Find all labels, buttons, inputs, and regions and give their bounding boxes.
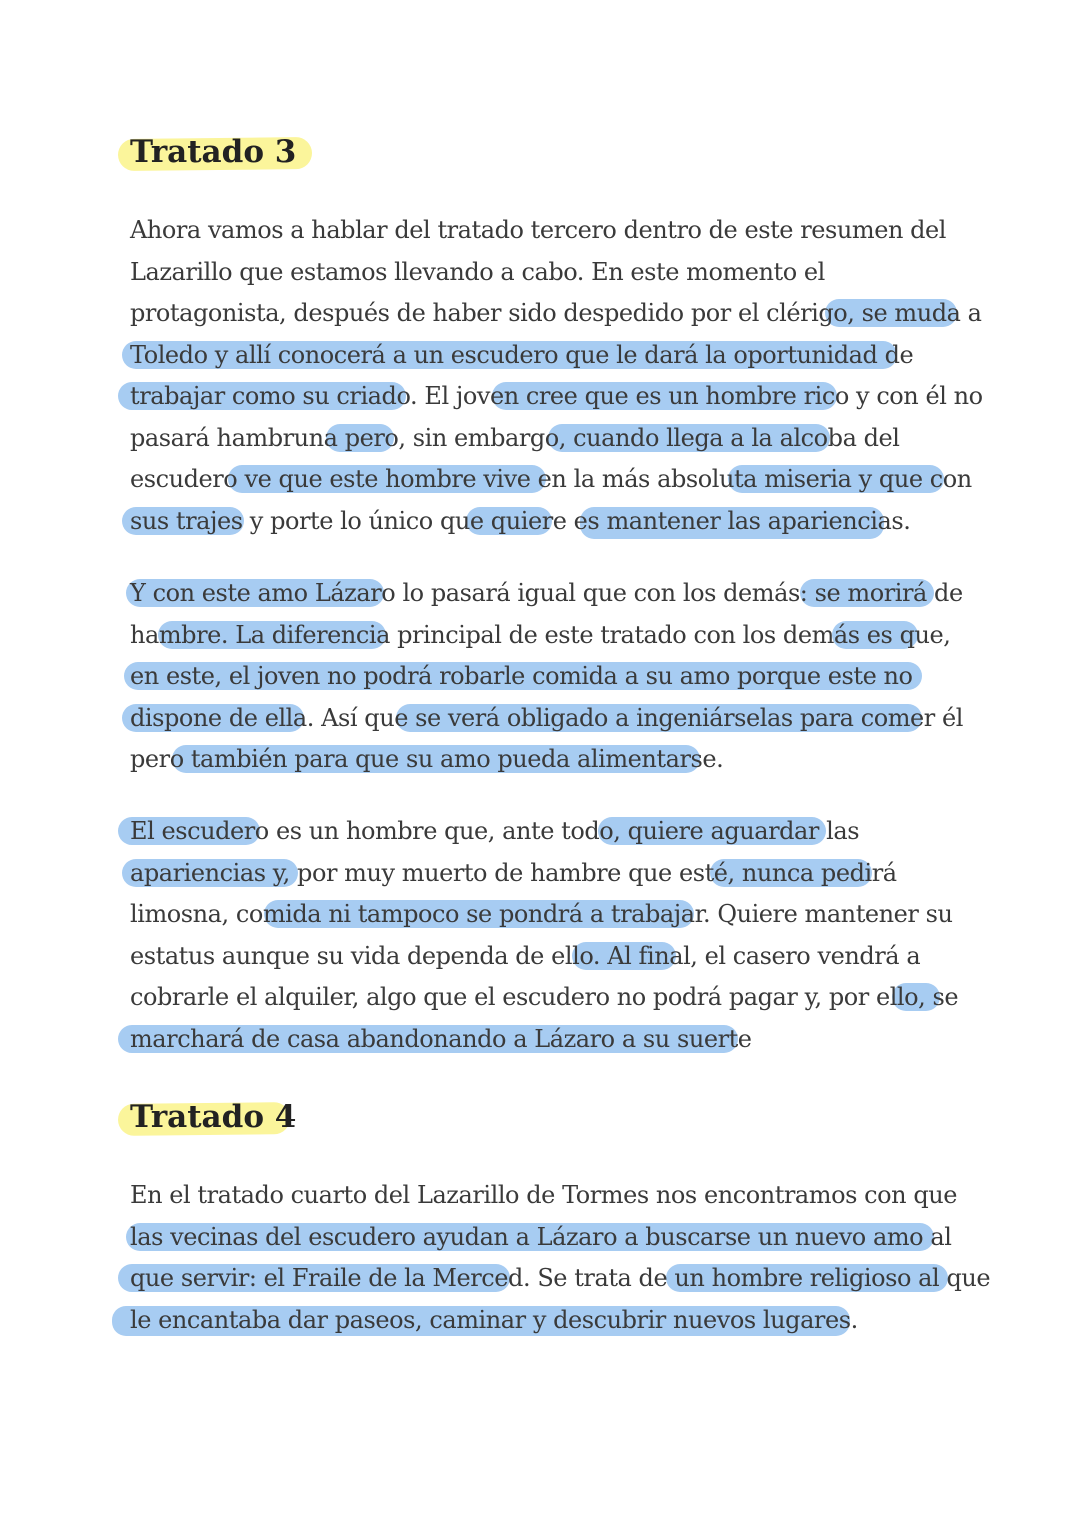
text-line: que servir: el Fraile de la Merced. Se trata de un hombre religioso al que xyxy=(130,1258,960,1300)
text-line: le encantaba dar paseos, caminar y descubrir nuevos lugares. xyxy=(130,1300,960,1342)
text-line: Y con este amo Lázaro lo pasará igual que con los demás: se morirá de xyxy=(130,573,960,615)
text-line: En el tratado cuarto del Lazarillo de Tormes nos encontramos con que xyxy=(130,1181,957,1209)
paragraph xyxy=(130,210,983,542)
section-title: Tratado 3 xyxy=(130,134,297,170)
text-line: El escudero es un hombre que, ante todo, quiere aguardar las xyxy=(130,811,960,853)
text-line: apariencias y, por muy muerto de hambre que esté, nunca pedirá xyxy=(130,853,960,895)
text-line: hambre. La diferencia principal de este tratado con los demás es que, xyxy=(130,620,951,649)
text-line: Toledo y allí conocerá a un escudero que le dará la oportunidad de xyxy=(130,335,960,377)
paragraph xyxy=(130,573,963,781)
text-line: las vecinas del escudero ayudan a Lázaro a buscarse un nuevo amo al xyxy=(130,1217,960,1259)
text-line: dispone de ella. Así que se verá obligado a ingeniárselas para comer él xyxy=(130,698,960,740)
text-line: protagonista, después de haber sido despedido por el clérigo, se muda a xyxy=(130,299,982,327)
text-line: sus trajes y porte lo único que quiere es mantener las apariencias. xyxy=(130,501,960,543)
text-line: pero también para que su amo pueda alimentarse. xyxy=(130,745,724,773)
text-line: pasará hambruna pero, sin embargo, cuando llega a la alcoba del xyxy=(130,423,900,452)
text-line: trabajar como su criado. El joven cree que es un hombre rico y con él no xyxy=(130,376,960,418)
text-line: cobrarle el alquiler, algo que el escudero no podrá pagar y, por ello, se xyxy=(130,983,959,1011)
text-line: estatus aunque su vida dependa de ello. Al final, el casero vendrá a xyxy=(130,941,921,970)
text-line: Lazarillo que estamos llevando a cabo. En este momento el xyxy=(130,257,825,286)
text-line: limosna, comida ni tampoco se pondrá a trabajar. Quiere mantener su xyxy=(130,900,953,928)
section-title: Tratado 4 xyxy=(130,1099,297,1135)
paragraph xyxy=(130,811,960,1060)
text-line: en este, el joven no podrá robarle comida a su amo porque este no xyxy=(130,656,960,698)
text-line: escudero ve que este hombre vive en la más absoluta miseria y que con xyxy=(130,465,972,493)
paragraph xyxy=(130,1175,991,1341)
text-line: Ahora vamos a hablar del tratado tercero dentro de este resumen del xyxy=(130,216,947,244)
text-line: marchará de casa abandonando a Lázaro a su suerte xyxy=(130,1019,960,1061)
